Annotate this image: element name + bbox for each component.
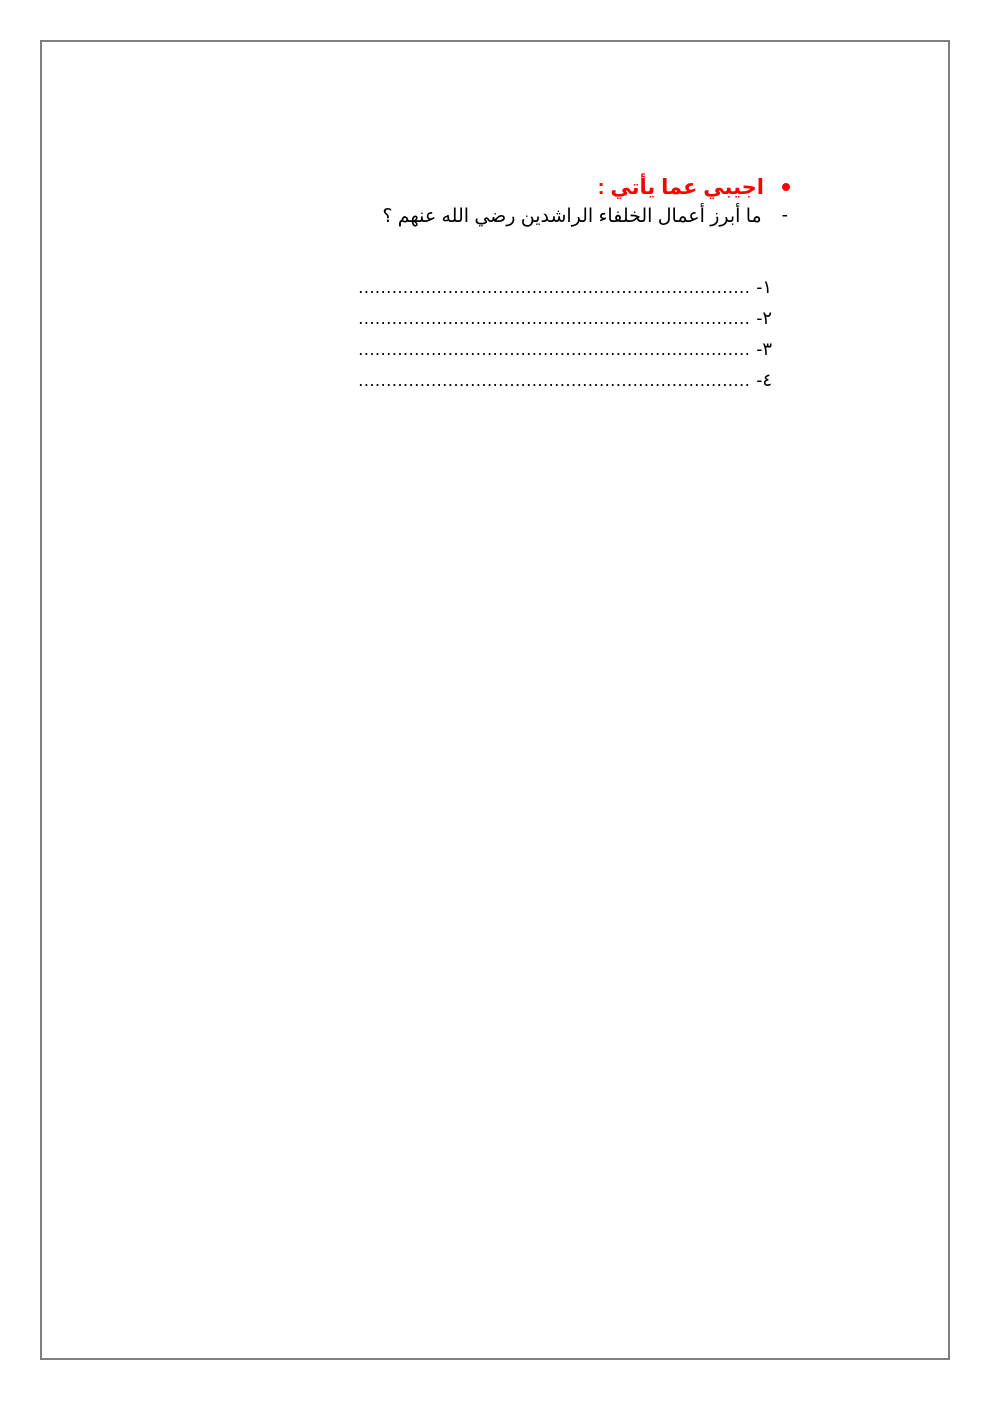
heading-text: اجيبي عما يأتي :	[597, 175, 764, 199]
answer-dotted-line: ......................................................................	[358, 308, 751, 328]
answer-line-4	[220, 365, 772, 396]
answer-number: ٣-	[756, 339, 772, 359]
section-heading	[220, 172, 790, 202]
worksheet-content	[220, 172, 790, 396]
answer-list	[220, 272, 790, 396]
answer-number: ٤-	[756, 370, 772, 390]
answer-dotted-line: ......................................................................	[358, 277, 751, 297]
answer-line-1	[220, 272, 772, 303]
answer-dotted-line: ......................................................................	[358, 370, 751, 390]
question-dash: -	[781, 205, 788, 226]
answer-dotted-line: ......................................................................	[358, 339, 751, 359]
question-text: ما أبرز أعمال الخلفاء الراشدين رضي الله عنهم ؟	[382, 205, 762, 227]
answer-number: ١-	[756, 277, 772, 297]
question	[220, 202, 790, 230]
bullet-icon	[782, 183, 790, 191]
answer-number: ٢-	[756, 308, 772, 328]
answer-line-3	[220, 334, 772, 365]
answer-line-2	[220, 303, 772, 334]
